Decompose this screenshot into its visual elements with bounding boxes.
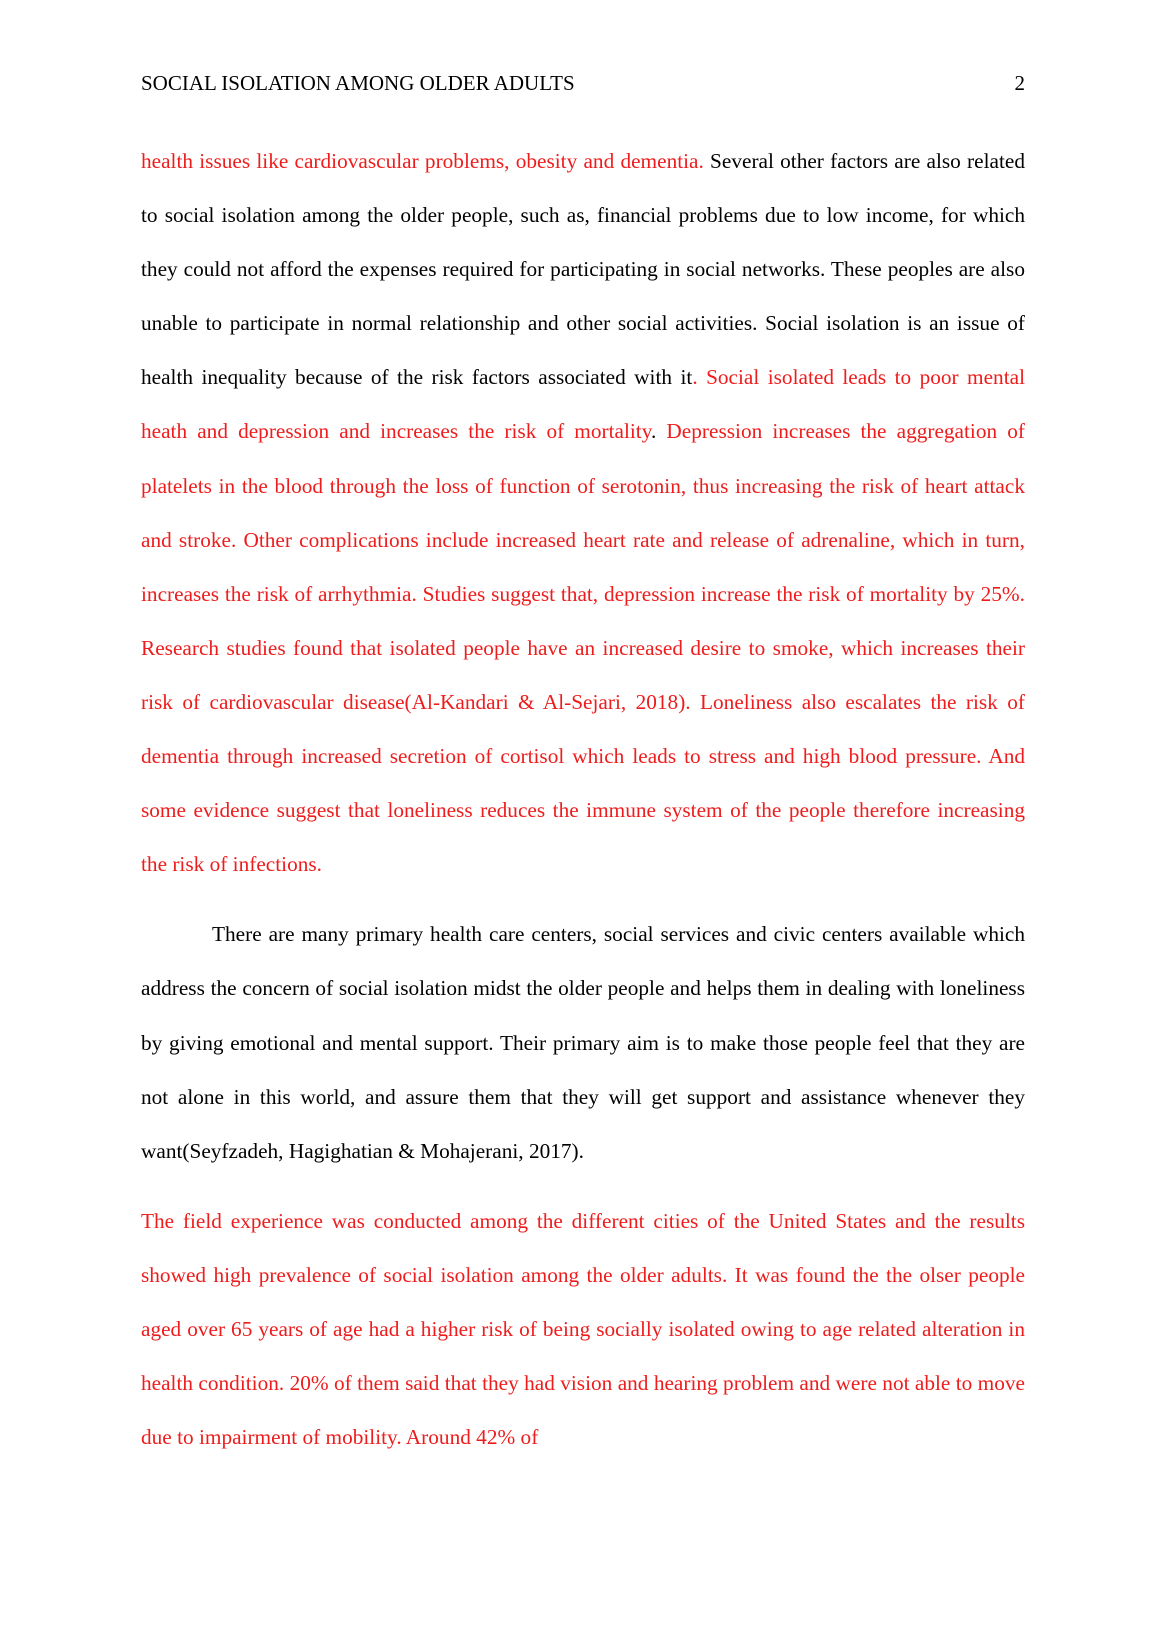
text-segment: The field experience was conducted among the different cities of the United States and the results showed high prevalence of social isolation among the older adults. It was found the the olser people aged over 65 years of age had a higher risk of being socially isolated owing to age related alteration in health condition. 20% of them said that they had vision and hearing problem and were not able to move due to impairment of mobility. Around 42% of (141, 1208, 1025, 1450)
text-segment: There are many primary health care centers, social services and civic centers available which address the concern of social isolation midst the older people and helps them in dealing with loneliness by giving emotional and mental support. Their primary aim is to make those people feel that they are not alone in this world, and assure them that they will get support and assistance whenever they want(Seyfzadeh, Hagighatian & Mohajerani, 2017). (141, 922, 1025, 1163)
running-head-title: SOCIAL ISOLATION AMONG OLDER ADULTS (141, 71, 575, 95)
text-segment: . (650, 419, 667, 444)
paragraph-3 (141, 1194, 1025, 1464)
body-text (141, 134, 1025, 1464)
page-number: 2 (1014, 71, 1025, 95)
paragraph-1 (141, 134, 1025, 891)
running-head (141, 68, 1025, 98)
text-segment: . Social isolated leads to poor mental heath and depression and increases the risk of mortality (141, 365, 1025, 444)
text-segment: health issues like cardiovascular problems, obesity and dementia. (141, 149, 704, 173)
paragraph-2 (141, 907, 1025, 1177)
text-segment: Several other factors are also related to social isolation among the older people, such as, financial problems due to low income, for which they could not afford the expenses required for participating in social networks. These peoples are also unable to participate in normal relationship and other social activities. Social isolation is an issue of health inequality because of the risk factors associated with it (141, 149, 1025, 390)
text-segment: Depression increases the aggregation of platelets in the blood through the loss of function of serotonin, thus increasing the risk of heart attack and stroke. Other complications include increased heart rate and release of adrenaline, which in turn, increases the risk of arrhythmia. Studies suggest that, depression increase the risk of mortality by 25%. Research studies found that isolated people have an increased desire to smoke, which increases their risk of cardiovascular disease(Al-Kandari & Al-Sejari, 2018). Loneliness also escalates the risk of dementia through increased secretion of cortisol which leads to stress and high blood pressure. And some evidence suggest that loneliness reduces the immune system of the people therefore increasing the risk of infections. (141, 419, 1025, 877)
